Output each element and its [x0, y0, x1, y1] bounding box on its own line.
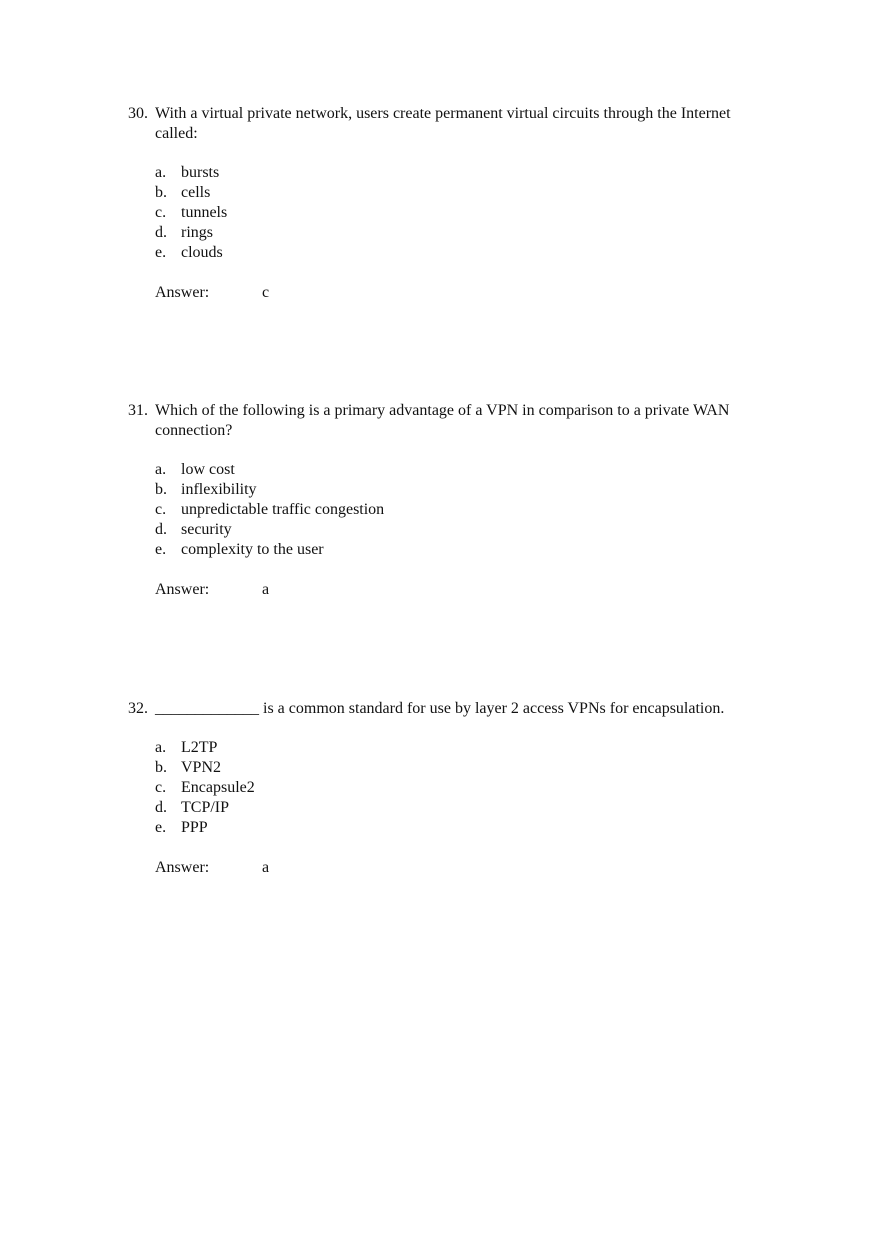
option-item — [155, 183, 768, 203]
option-letter: e. — [155, 244, 167, 261]
option-letter: b. — [155, 481, 167, 498]
option-letter: a. — [155, 739, 167, 756]
option-letter: e. — [155, 819, 167, 836]
option-text: TCP/IP — [181, 799, 230, 816]
option-text: inflexibility — [181, 481, 257, 498]
answer-row — [155, 580, 768, 600]
option-item — [155, 540, 768, 560]
option-item — [155, 758, 768, 778]
question-30 — [128, 104, 768, 303]
option-text: clouds — [181, 244, 223, 261]
question-number: 32. — [128, 700, 148, 717]
option-letter: a. — [155, 461, 167, 478]
answer-label: Answer: — [155, 284, 210, 301]
option-letter: a. — [155, 164, 167, 181]
option-text: complexity to the user — [181, 541, 324, 558]
answer-value: a — [262, 859, 270, 876]
answer-row — [155, 858, 768, 878]
option-letter: d. — [155, 224, 167, 241]
question-number: 30. — [128, 105, 148, 122]
question-stem — [128, 699, 768, 719]
question-text: With a virtual private network, users create permanent virtual circuits through the Internet called: — [155, 105, 731, 142]
question-number: 31. — [128, 402, 148, 419]
option-list — [155, 738, 768, 838]
option-item — [155, 203, 768, 223]
option-letter: c. — [155, 501, 167, 518]
option-letter: c. — [155, 779, 167, 796]
option-text: security — [181, 521, 232, 538]
option-letter: e. — [155, 541, 167, 558]
option-item — [155, 738, 768, 758]
question-stem — [128, 401, 768, 441]
answer-label: Answer: — [155, 581, 210, 598]
option-text: PPP — [181, 819, 208, 836]
option-item — [155, 818, 768, 838]
question-31 — [128, 401, 768, 600]
option-text: bursts — [181, 164, 220, 181]
option-text: rings — [181, 224, 213, 241]
answer-label: Answer: — [155, 859, 210, 876]
option-item — [155, 163, 768, 183]
option-letter: c. — [155, 204, 167, 221]
option-item — [155, 243, 768, 263]
question-text: _____________ is a common standard for use by layer 2 access VPNs for encapsulation. — [155, 700, 725, 717]
answer-row — [155, 283, 768, 303]
option-letter: b. — [155, 759, 167, 776]
option-text: unpredictable traffic congestion — [181, 501, 385, 518]
option-item — [155, 223, 768, 243]
question-stem — [128, 104, 768, 144]
answer-value: c — [262, 284, 270, 301]
option-list — [155, 163, 768, 263]
option-item — [155, 798, 768, 818]
option-text: Encapsule2 — [181, 779, 255, 796]
option-item — [155, 778, 768, 798]
option-item — [155, 500, 768, 520]
option-text: low cost — [181, 461, 235, 478]
answer-value: a — [262, 581, 270, 598]
option-text: L2TP — [181, 739, 218, 756]
option-letter: b. — [155, 184, 167, 201]
option-item — [155, 520, 768, 540]
option-item — [155, 460, 768, 480]
question-32 — [128, 699, 768, 878]
option-text: cells — [181, 184, 211, 201]
option-letter: d. — [155, 799, 167, 816]
option-item — [155, 480, 768, 500]
option-text: VPN2 — [181, 759, 222, 776]
option-letter: d. — [155, 521, 167, 538]
option-text: tunnels — [181, 204, 228, 221]
question-text: Which of the following is a primary advantage of a VPN in comparison to a private WAN connection? — [155, 402, 730, 439]
option-list — [155, 460, 768, 560]
